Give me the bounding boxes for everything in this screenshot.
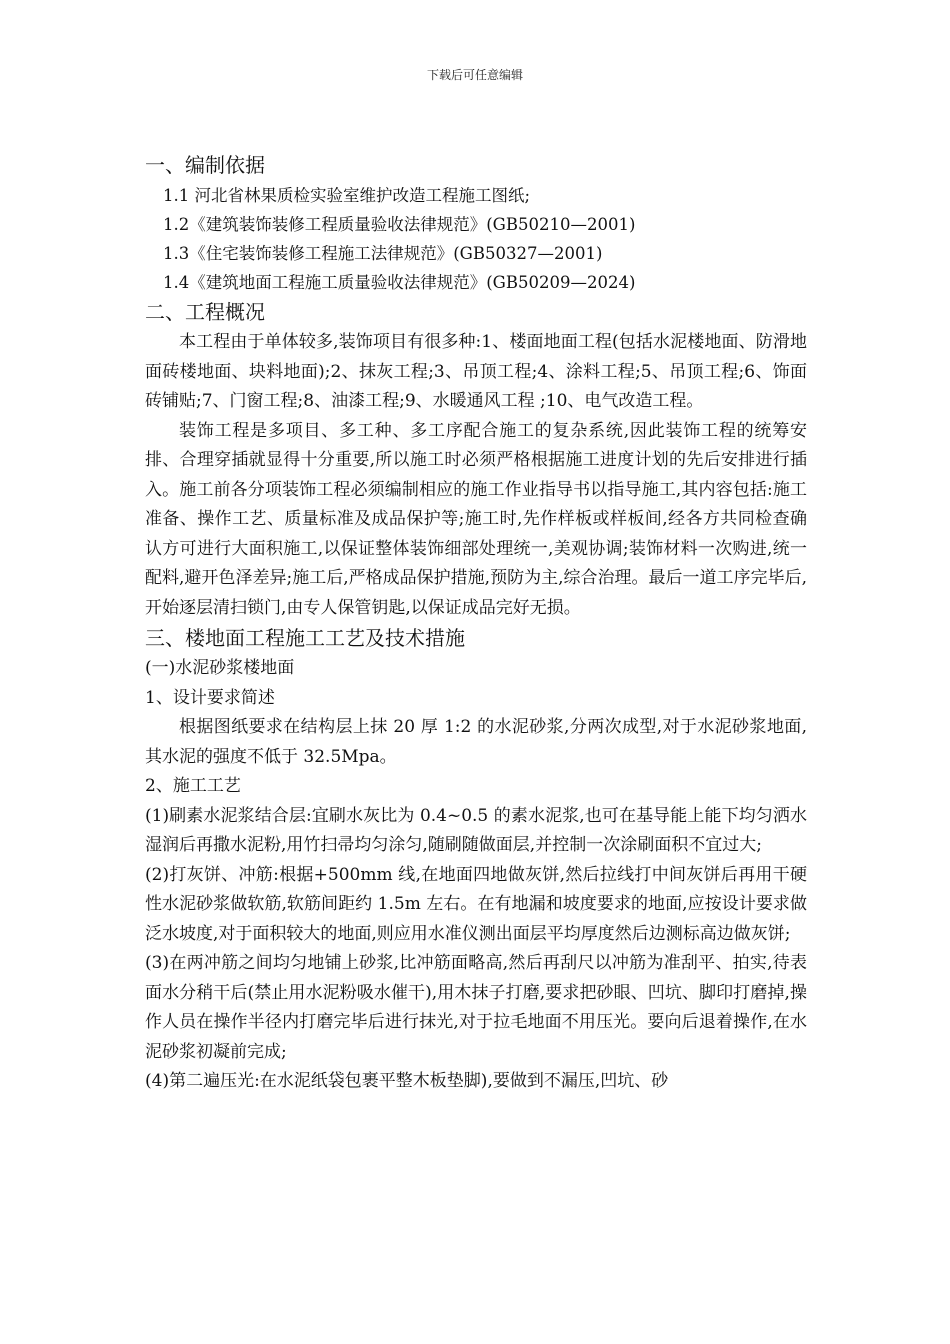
point-heading: 1、设计要求简述 [145, 687, 275, 708]
section-heading-basis: 一、编制依据 [145, 153, 265, 177]
document-body [145, 150, 807, 1097]
overview-paragraph: 装饰工程是多项目、多工种、多工序配合施工的复杂系统,因此装饰工程的统筹安排、合理穿插就显得十分重要,所以施工时必须严格根据施工进度计划的先后安排进行插入。施工前各分项装饰工程必须编制相应的施工作业指导书以指导施工,其内容包括:施工准备、操作工艺、质量标准及成品保护等;施工时,先作样板或样板间,经各方共同检查确认方可进行大面积施工,以保证整体装饰细部处理统一,美观协调;装饰材料一次购进,统一配料,避开色泽差异;施工后,严格成品保护措施,预防为主,综合治理。最后一道工序完毕后,开始逐层清扫锁门,由专人保管钥匙,以保证成品完好无损。 [145, 420, 807, 618]
process-step: (1)刷素水泥浆结合层:宜刷水灰比为 0.4~0.5 的素水泥浆,也可在基导能上能下均匀洒水湿润后再撒水泥粉,用竹扫帚均匀涂匀,随刷随做面层,并控制一次涂刷面积不宜过大; [145, 805, 807, 855]
overview-paragraph: 本工程由于单体较多,装饰项目有很多种:1、楼面地面工程(包括水泥楼地面、防滑地面砖楼地面、块料地面);2、抹灰工程;3、吊顶工程;4、涂料工程;5、吊顶工程;6、饰面砖铺贴;7、门窗工程;8、油漆工程;9、水暖通风工程 ;10、电气改造工程。 [145, 332, 807, 411]
reference-item: 1.3《住宅装饰装修工程施工法律规范》(GB50327—2001) [163, 244, 603, 263]
subsection-heading: (一)水泥砂浆楼地面 [145, 658, 295, 678]
process-step: (2)打灰饼、冲筋:根据+500mm 线,在地面四地做灰饼,然后拉线打中间灰饼后再用干硬性水泥砂浆做软筋,软筋间距约 1.5m 左右。在有地漏和坡度要求的地面,应按设计要求做泛水坡度,对于面积较大的地面,则应用水准仪测出面层平均厚度然后边测标高边做灰饼; [145, 864, 807, 944]
section-heading-floor-works: 三、楼地面工程施工工艺及技术措施 [145, 626, 465, 650]
reference-item: 1.4《建筑地面工程施工质量验收法律规范》(GB50209—2024) [163, 273, 636, 292]
section-heading-overview: 二、工程概况 [145, 300, 265, 324]
process-step: (4)第二遍压光:在水泥纸袋包裹平整木板垫脚),要做到不漏压,凹坑、砂 [145, 1071, 669, 1091]
header-note: 下载后可任意编辑 [426, 68, 523, 82]
point-heading: 2、施工工艺 [145, 776, 241, 796]
design-requirement-paragraph: 根据图纸要求在结构层上抹 20 厚 1:2 的水泥砂浆,分两次成型,对于水泥砂浆地面,其水泥的强度不低于 32.5Mpa。 [145, 717, 807, 767]
reference-list [145, 181, 807, 297]
reference-item: 1.1 河北省林果质检实验室维护改造工程施工图纸; [163, 186, 531, 205]
reference-item: 1.2《建筑装饰装修工程质量验收法律规范》(GB50210—2001) [163, 215, 636, 234]
process-step: (3)在两冲筋之间均匀地铺上砂浆,比冲筋面略高,然后再刮尺以冲筋为准刮平、拍实,待表面水分稍干后(禁止用水泥粉吸水催干),用木抹子打磨,要求把砂眼、凹坑、脚印打磨掉,操作人员在操作半径内打磨完毕后进行抹光,对于拉毛地面不用压光。要向后退着操作,在水泥砂浆初凝前完成; [145, 953, 807, 1062]
